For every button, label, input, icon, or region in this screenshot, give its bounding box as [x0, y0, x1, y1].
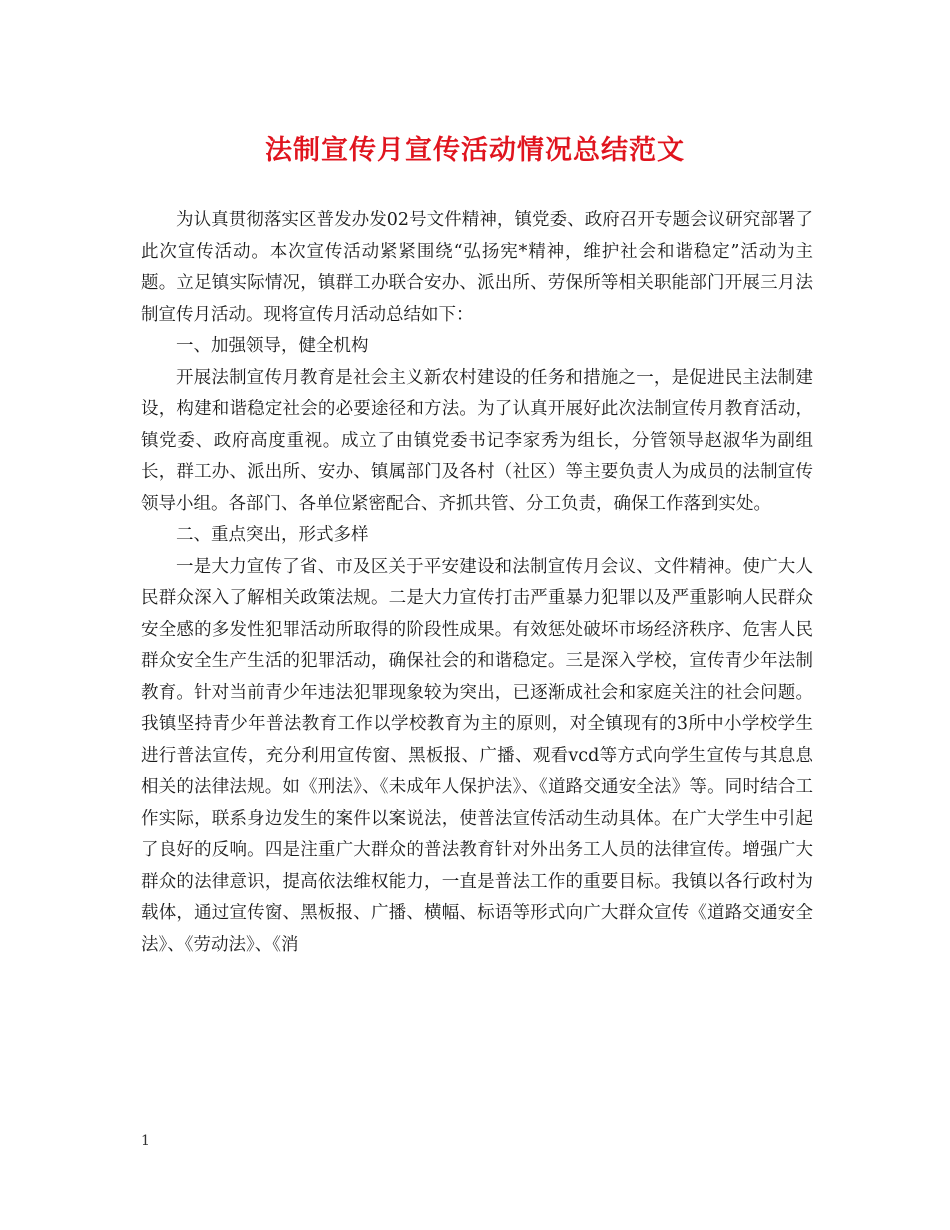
paragraph-section-1: 开展法制宣传月教育是社会主义新农村建设的任务和措施之一，是促进民主法制建设，构建和谐稳定社会的必要途径和方法。为了认真开展好此次法制宣传月教育活动，镇党委、政府高度重视。成立了由镇党委书记李家秀为组长，分管领导赵淑华为副组长，群工办、派出所、安办、镇属部门及各村（社区）等主要负责人为成员的法制宣传领导小组。各部门、各单位紧密配合、齐抓共管、分工负责，确保工作落到实处。: [141, 367, 813, 514]
section-heading-2: 二、重点突出，形式多样: [176, 525, 369, 545]
section-heading-1: 一、加强领导，健全机构: [176, 336, 369, 356]
document-body: [141, 205, 813, 961]
page-number: 1: [141, 1133, 150, 1149]
paragraph-intro: 为认真贯彻落实区普发办发02号文件精神，镇党委、政府召开专题会议研究部署了此次宣传活动。本次宣传活动紧紧围绕“弘扬宪*精神，维护社会和谐稳定”活动为主题。立足镇实际情况，镇群工办联合安办、派出所、劳保所等相关职能部门开展三月法制宣传月活动。现将宣传月活动总结如下：: [141, 210, 813, 325]
document-title: 法制宣传月宣传活动情况总结范文: [265, 135, 685, 166]
paragraph-section-2: 一是大力宣传了省、市及区关于平安建设和法制宣传月会议、文件精神。使广大人民群众深入了解相关政策法规。二是大力宣传打击严重暴力犯罪以及严重影响人民群众安全感的多发性犯罪活动所取得的阶段性成果。有效惩处破坏市场经济秩序、危害人民群众安全生产生活的犯罪活动，确保社会的和谐稳定。三是深入学校，宣传青少年法制教育。针对当前青少年违法犯罪现象较为突出，已逐渐成社会和家庭关注的社会问题。我镇坚持青少年普法教育工作以学校教育为主的原则，对全镇现有的3所中小学校学生进行普法宣传，充分利用宣传窗、黑板报、广播、观看vcd等方式向学生宣传与其息息相关的法律法规。如《刑法》、《未成年人保护法》、《道路交通安全法》等。同时结合工作实际，联系身边发生的案件以案说法，使普法宣传活动生动具体。在广大学生中引起了良好的反响。四是注重广大群众的普法教育针对外出务工人员的法律宣传。增强广大群众的法律意识，提高依法维权能力，一直是普法工作的重要目标。我镇以各行政村为载体，通过宣传窗、黑板报、广播、横幅、标语等形式向广大群众宣传《道路交通安全法》、《劳动法》、《消: [141, 556, 813, 955]
